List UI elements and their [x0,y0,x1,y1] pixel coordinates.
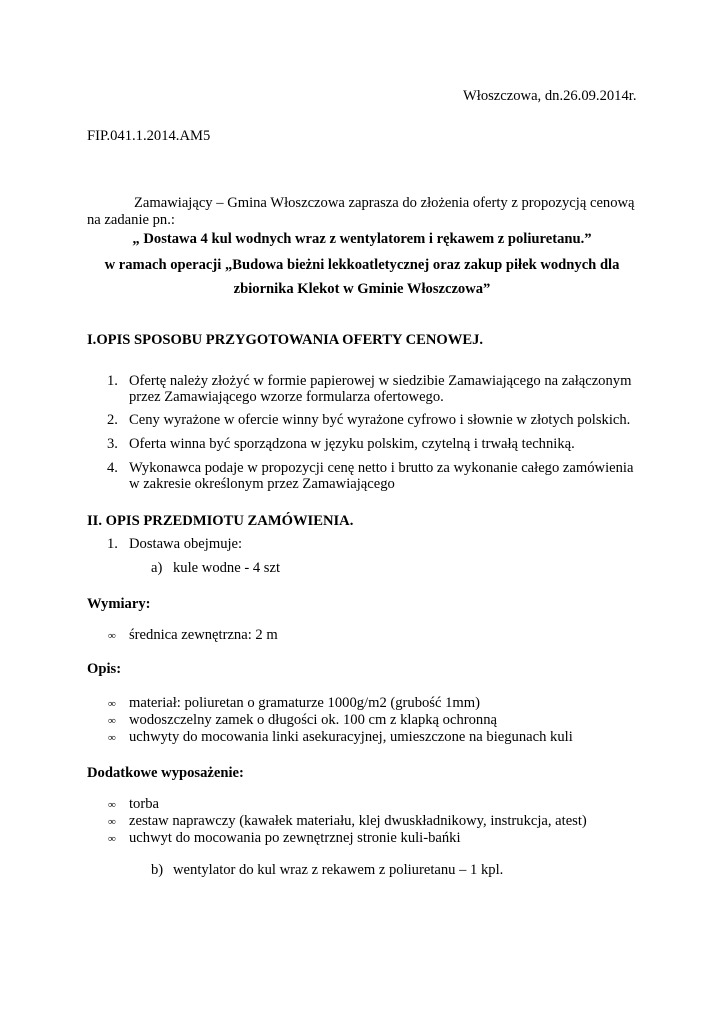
wymiary-heading: Wymiary: [87,596,151,612]
dodatkowe-heading: Dodatkowe wyposażenie: [87,765,244,781]
section2-heading: II. OPIS PRZEDMIOTU ZAMÓWIENIA. [87,513,354,529]
list-item-text: Oferta winna być sporządzona w języku polskim, czytelną i trwałą techniką. [129,436,575,452]
list-item-number: 3. [107,436,118,452]
bullet-item-text: zestaw naprawczy (kawałek materiału, klej dwuskładnikowy, instrukcja, atest) [129,813,587,829]
infinity-bullet-icon: ∞ [108,715,116,727]
infinity-bullet-icon: ∞ [108,833,116,845]
intro-line-2: na zadanie pn.: [87,212,175,228]
sub-item-letter: b) [151,862,164,878]
bullet-item-text: uchwyty do mocowania linki asekuracyjnej, umieszczone na biegunach kuli [129,729,573,745]
list-item-text: w zakresie określonym przez Zamawiającego [129,476,395,492]
list-item-text: Ceny wyrażone w ofercie winny być wyrażone cyfrowo i słownie w złotych polskich. [129,412,631,428]
sub-item-text: wentylator do kul wraz z rekawem z poliuretanu – 1 kpl. [173,862,504,878]
intro-line-1: Zamawiający – Gmina Włoszczowa zaprasza do złożenia oferty z propozycją cenową [134,195,635,211]
list-item-text: Ofertę należy złożyć w formie papierowej w siedzibie Zamawiającego na załączonym [129,373,632,389]
infinity-bullet-icon: ∞ [108,698,116,710]
operation-line-2: zbiornika Klekot w Gminie Włoszczowa” [233,281,491,297]
list-item-number: 2. [107,412,118,428]
list-item-text: przez Zamawiającego wzorze formularza ofertowego. [129,389,444,405]
sub-item-letter: a) [151,560,163,576]
list-item-text: Wykonawca podaje w propozycji cenę netto i brutto za wykonanie całego zamówienia [129,460,634,476]
bullet-item-text: materiał: poliuretan o gramaturze 1000g/m2 (grubość 1mm) [129,695,480,711]
list-item-number: 1. [107,536,118,552]
infinity-bullet-icon: ∞ [108,630,116,642]
list-item-number: 1. [107,373,118,389]
operation-line-1: w ramach operacji „Budowa bieżni lekkoatletycznej oraz zakup piłek wodnych dla [104,257,620,273]
infinity-bullet-icon: ∞ [108,732,116,744]
sub-item-text: kule wodne - 4 szt [173,560,280,576]
opis-heading: Opis: [87,661,122,677]
infinity-bullet-icon: ∞ [108,816,116,828]
infinity-bullet-icon: ∞ [108,799,116,811]
reference-number: FIP.041.1.2014.AM5 [87,128,211,144]
bullet-item-text: średnica zewnętrzna: 2 m [129,627,278,643]
bullet-item-text: wodoszczelny zamek o długości ok. 100 cm z klapką ochronną [129,712,497,728]
task-title: „ Dostawa 4 kul wodnych wraz z wentylatorem i rękawem z poliuretanu.” [132,231,592,247]
bullet-item-text: torba [129,796,159,812]
place-date: Włoszczowa, dn.26.09.2014r. [463,88,637,104]
bullet-item-text: uchwyt do mocowania po zewnętrznej stronie kuli-bańki [129,830,461,846]
list-item-text: Dostawa obejmuje: [129,536,243,552]
list-item-number: 4. [107,460,118,476]
section1-heading: I.OPIS SPOSOBU PRZYGOTOWANIA OFERTY CENOWEJ. [87,332,484,348]
